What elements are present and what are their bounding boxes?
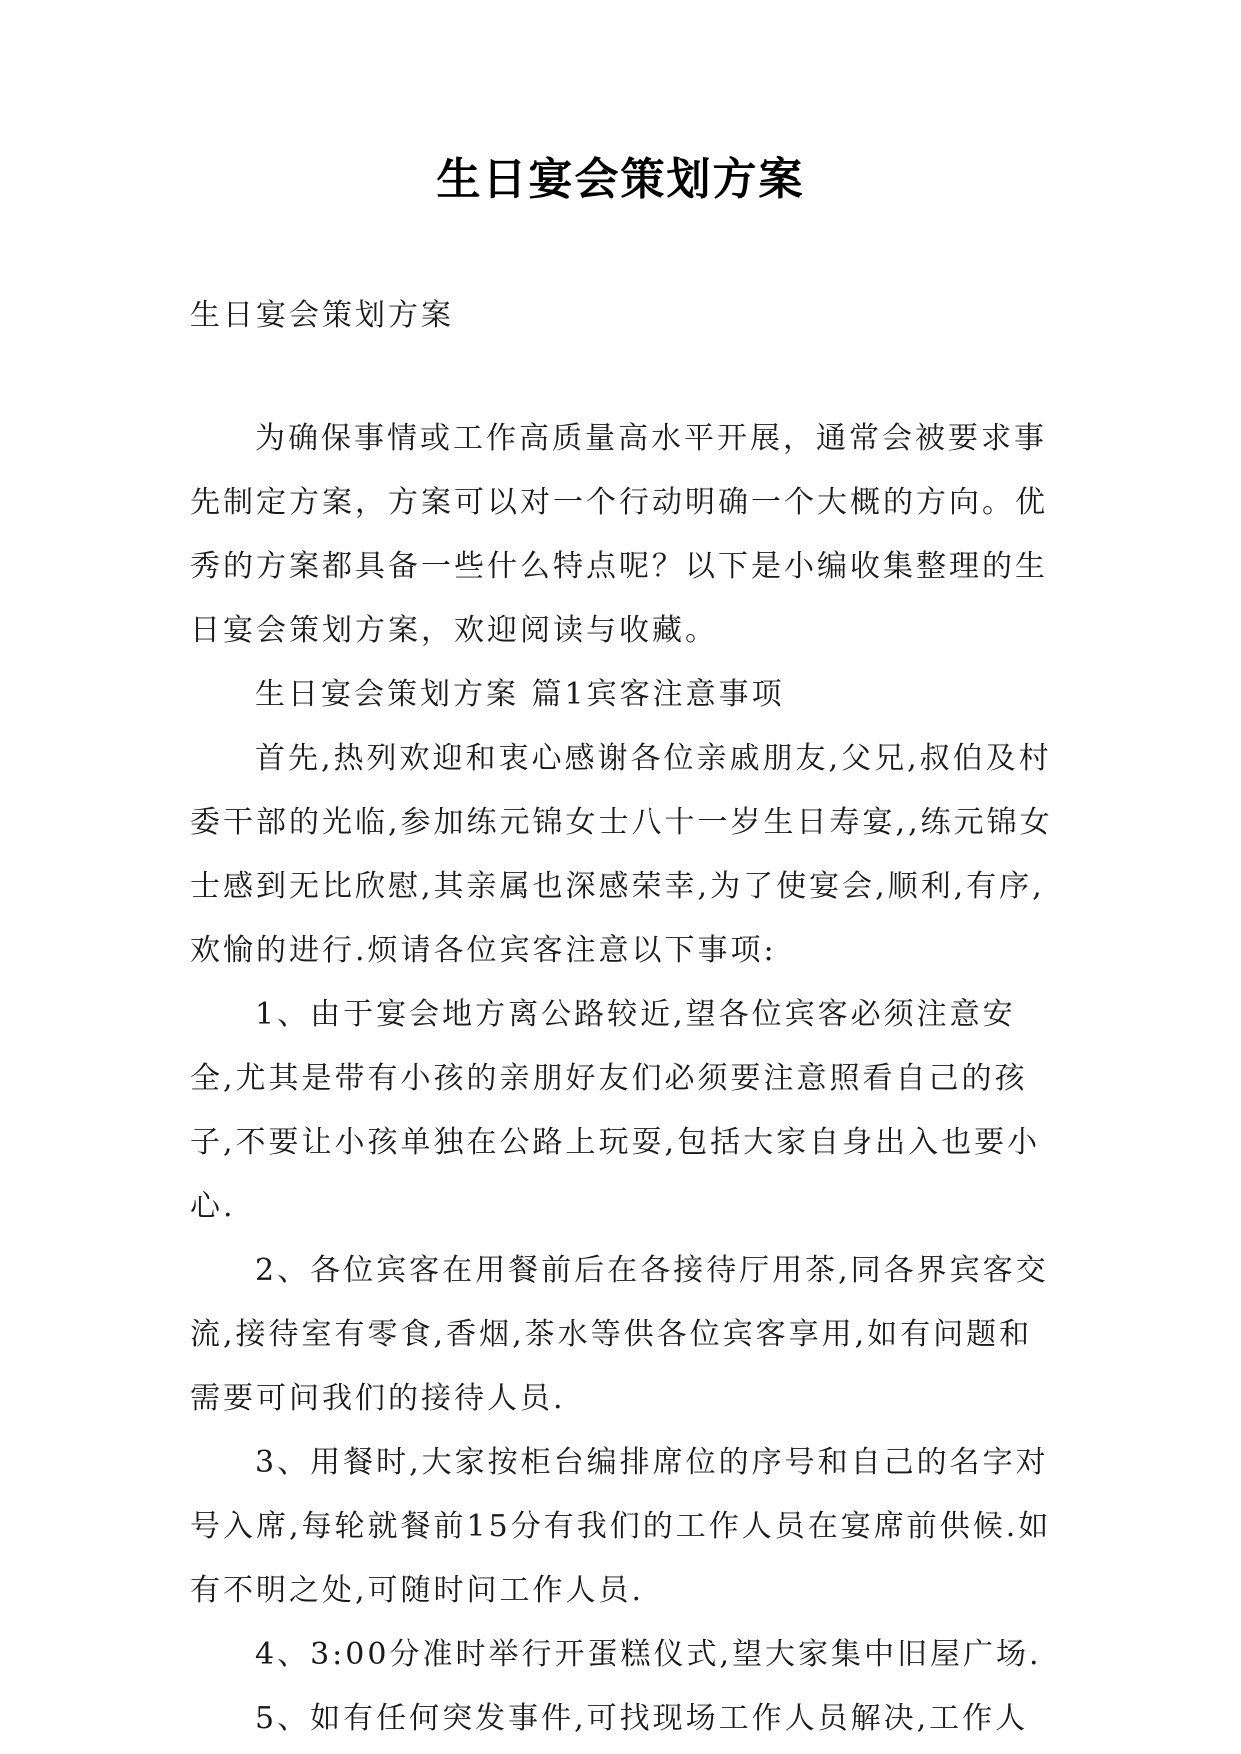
body-paragraph: 1、由于宴会地方离公路较近,望各位宾客必须注意安全,尤其是带有小孩的亲朋好友们必须要注意照看自己的孩子,不要让小孩单独在公路上玩耍,包括大家自身出入也要小心. — [190, 997, 1041, 1224]
body-paragraph: 4、3:00分准时举行开蛋糕仪式,望大家集中旧屋广场. — [255, 1637, 1042, 1672]
intro-paragraph: 为确保事情或工作高质量高水平开展，通常会被要求事先制定方案，方案可以对一个行动明确一个大概的方向。优秀的方案都具备一些什么特点呢？以下是小编收集整理的生日宴会策划方案，欢迎阅读与收藏。 — [190, 421, 1048, 648]
body-paragraph: 2、各位宾客在用餐前后在各接待厅用茶,同各界宾客交流,接待室有零食,香烟,茶水等供各位宾客享用,如有问题和需要可问我们的接待人员. — [190, 1253, 1049, 1416]
section-heading-topic: 宾客注意事项 — [586, 677, 785, 712]
section-heading-part: 生日宴会策划方案 篇1 — [255, 677, 587, 712]
body-paragraph: 5、如有任何突发事件,可找现场工作人员解决,工作人 — [255, 1701, 1029, 1736]
body-paragraph: 3、用餐时,大家按柜台编排席位的序号和自己的名字对号入席,每轮就餐前15分有我们的工作人员在宴席前供候.如有不明之处,可随时问工作人员. — [190, 1445, 1052, 1608]
body-paragraph: 首先,热列欢迎和衷心感谢各位亲戚朋友,父兄,叔伯及村委干部的光临,参加练元锦女士八十一岁生日寿宴,,练元锦女士感到无比欣慰,其亲属也深感荣幸,为了使宴会,顺利,有序,欢愉的进行.烦请各位宾客注意以下事项: — [190, 741, 1053, 968]
document-body — [190, 407, 1060, 1751]
document-subtitle: 生日宴会策划方案 — [190, 298, 454, 333]
document-title: 生日宴会策划方案 — [436, 154, 805, 205]
section-heading — [190, 663, 1060, 727]
